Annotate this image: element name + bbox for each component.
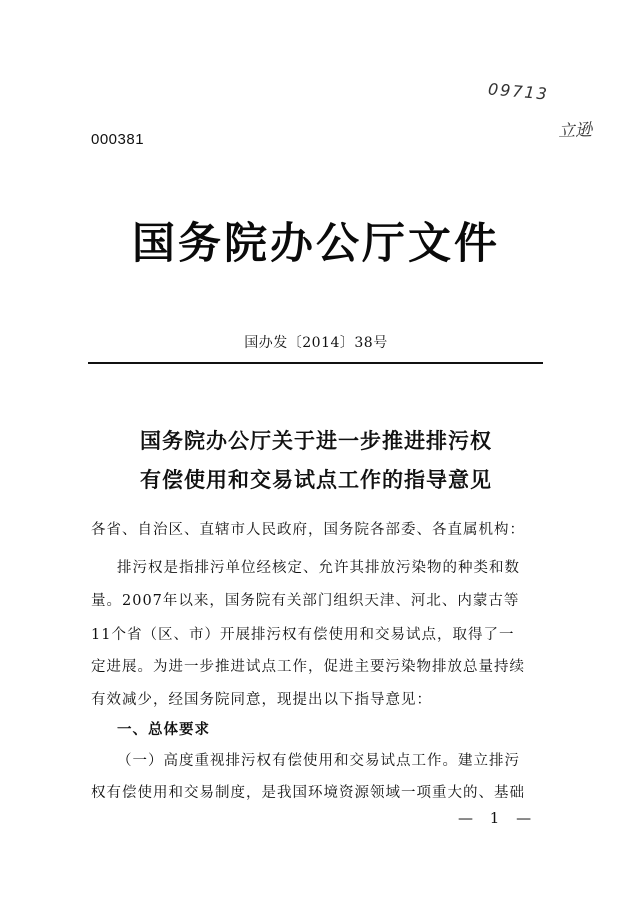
addressee: 各省、自治区、直辖市人民政府，国务院各部委、各直属机构：	[91, 522, 525, 538]
section-line: （一）高度重视排污权有偿使用和交易试点工作。建立排污	[117, 753, 520, 769]
header-divider	[88, 362, 543, 364]
body-line: 排污权是指排污单位经核定、允许其排放污染物的种类和数	[117, 560, 520, 576]
handwritten-note: 立逊	[557, 120, 593, 142]
document-title-line-2: 有偿使用和交易试点工作的指导意见	[140, 467, 492, 492]
section-heading: 一、总体要求	[117, 721, 210, 738]
body-line: 有效减少，经国务院同意，现提出以下指导意见：	[91, 692, 432, 708]
handwritten-number: 09713	[487, 79, 550, 104]
body-line: 11个省（区、市）开展排污权有偿使用和交易试点，取得了一	[91, 627, 515, 643]
body-line: 定进展。为进一步推进试点工作，促进主要污染物排放总量持续	[91, 659, 525, 675]
section-line: 权有偿使用和交易制度，是我国环境资源领域一项重大的、基础	[91, 785, 525, 801]
serial-number: 000381	[91, 131, 145, 148]
document-title-line-1: 国务院办公厅关于进一步推进排污权	[140, 428, 492, 453]
page-number: — 1 —	[458, 809, 538, 827]
file-code: 国办发〔2014〕38号	[244, 335, 388, 351]
issuer-title: 国务院办公厅文件	[132, 219, 500, 269]
body-line: 量。2007年以来，国务院有关部门组织天津、河北、内蒙古等	[91, 593, 520, 609]
